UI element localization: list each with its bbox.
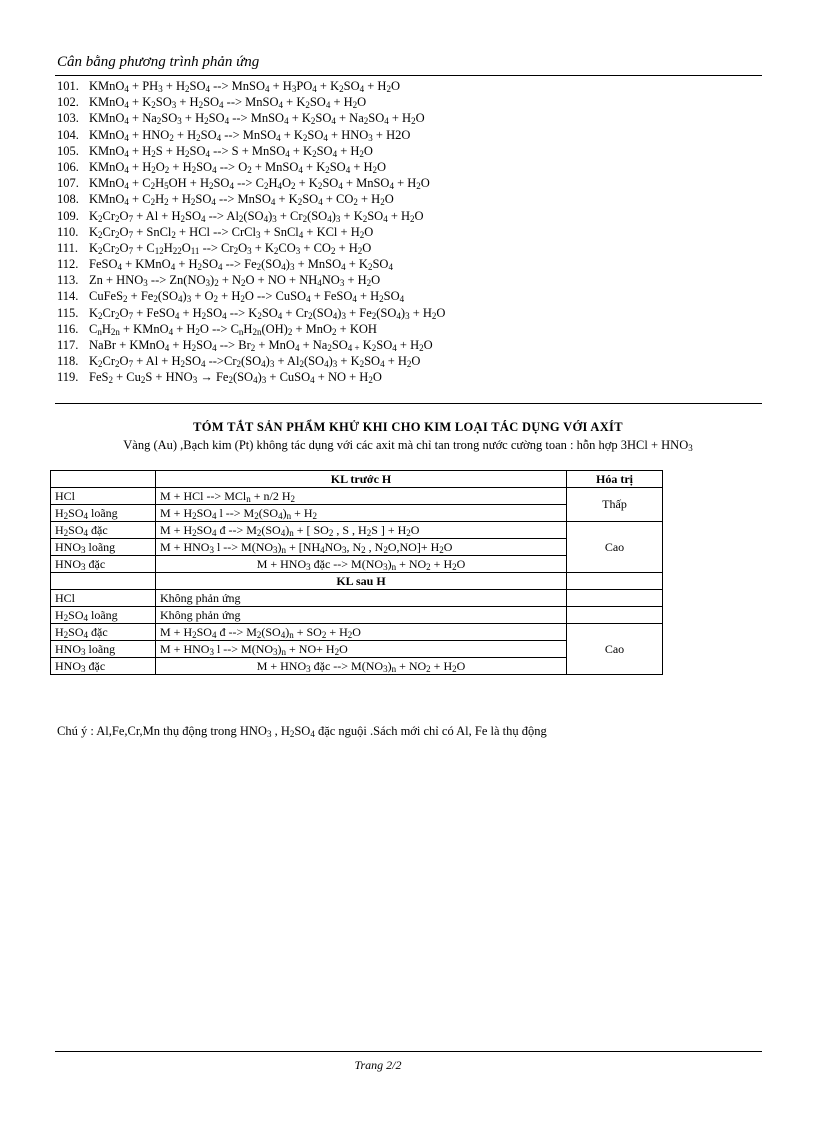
table-header-row bbox=[51, 471, 663, 488]
reaction-cell: $M + HNO_3$ l --> $M(NO_3)_n + [NH_4NO_3$, $N_2$ , $N_2O,NO]+ H_2O$ bbox=[156, 539, 567, 556]
acid-cell: $HNO_3$ loãng bbox=[51, 641, 156, 658]
equation-number: 117. bbox=[57, 338, 79, 352]
reaction-cell: Không phản ứng bbox=[156, 607, 567, 624]
equation-text: NaBr + KMnO$_4$ + $H_2SO_4$ --> $Br_2 + MnO_4 + Na_2SO_{4 +}$ $K_2SO_4 + H_2O$ bbox=[89, 338, 433, 353]
equation-number: 110. bbox=[57, 224, 79, 239]
equation-item bbox=[57, 240, 757, 256]
reduction-products-table bbox=[50, 470, 663, 675]
equation-number: 107. bbox=[57, 176, 79, 191]
equation-number: 103. bbox=[57, 111, 79, 126]
equation-text: KMnO$_4$ + $HNO_2 + H_2SO_4$ --> MnSO$_4$ + $K_2SO_4 + HNO_3 + H2O$ bbox=[89, 127, 411, 143]
summary-title: TÓM TẮT SẢN PHẨM KHỬ KHI CHO KIM LOẠI TÁC DỤNG VỚI AXÍT bbox=[193, 420, 623, 434]
equation-item bbox=[57, 288, 757, 304]
table-row bbox=[51, 624, 663, 641]
table-header-empty bbox=[51, 573, 156, 590]
equation-number: 112. bbox=[57, 257, 79, 272]
header-hoa-tri: Hóa trị bbox=[567, 471, 663, 488]
equation-number: 109. bbox=[57, 208, 79, 223]
equation-list bbox=[57, 78, 757, 386]
equation-number: 108. bbox=[57, 192, 79, 207]
equation-number: 106. bbox=[57, 159, 79, 174]
equation-text: KMnO$_4$ + $Na_2SO_3 + H_2SO_4$ --> MnSO$_4$ + $K_2SO_4 + Na_2SO_4 + H_2O$ bbox=[89, 111, 425, 127]
equation-number: 113. bbox=[57, 273, 79, 288]
equation-text: KMnO$_4$ + $H_2S + H_2SO_4$ --> S + MnSO$_4$ + $K_2SO_4 + H_2O$ bbox=[89, 143, 373, 159]
page-header-title: Cân bằng phương trình phản ứng bbox=[57, 54, 260, 70]
page-number: Trang 2/2 bbox=[354, 1058, 402, 1072]
acid-cell: $H_2SO_4$ loãng bbox=[51, 505, 156, 522]
equation-number: 119. bbox=[57, 370, 79, 385]
equation-text: KMnO$_4$ + $K_2SO_3 + H_2SO_4$ --> MnSO$_4$ + $K_2SO_4 + H_2O$ bbox=[89, 95, 367, 111]
acid-cell: $HNO_3$ đặc bbox=[51, 658, 156, 675]
equation-text: $K_2Cr_2O_7 + C_{12}H_{22}O_{11}$ --> $Cr_2O_3 + K_2CO_3 + CO_2 + H_2O$ bbox=[89, 240, 372, 256]
equation-item bbox=[57, 369, 757, 385]
equation-number: 101. bbox=[57, 79, 79, 93]
header-divider bbox=[55, 75, 762, 76]
equation-item bbox=[57, 94, 757, 110]
equation-item bbox=[57, 127, 757, 143]
section-divider bbox=[55, 403, 762, 404]
equation-text: $K_2Cr_2O_7 + Al + H_2SO_4$ --> $Al_2(SO_4)_3 + Cr_2(SO_4)_3 + K_2SO_4 + H_2O$ bbox=[89, 208, 424, 224]
table-subheader-row bbox=[51, 573, 663, 590]
equation-item bbox=[57, 143, 757, 159]
reaction-cell: $M + HNO_3$ đặc --> $M(NO_3)_n + NO_2 + H_2O$ bbox=[156, 658, 567, 675]
equation-number: 104. bbox=[57, 127, 79, 142]
equation-item bbox=[57, 110, 757, 126]
equation-text: KMnO$_4$ + $C_2H_5OH + H_2SO_4$ --> $C_2H_4O_2 + K_2SO_4$ + MnSO$_4$ + $H_2O$ bbox=[89, 176, 430, 192]
table-row bbox=[51, 590, 663, 607]
equation-text: $FeS_2 + Cu_2S + HNO_3 \to Fe_2(SO_4)_3$ + CuSO$_4$ + NO + $H_2O$ bbox=[89, 370, 382, 386]
equation-text: $Zn + HNO_3$ --> $Zn(NO_3)_2 + N_2O$ + NO + $NH_4NO_3 + H_2O$ bbox=[89, 273, 381, 289]
valence-cell-empty bbox=[567, 573, 663, 590]
equation-number: 105. bbox=[57, 143, 79, 158]
table-row bbox=[51, 488, 663, 505]
equation-item bbox=[57, 337, 757, 353]
equation-item bbox=[57, 175, 757, 191]
reaction-cell: Không phản ứng bbox=[156, 590, 567, 607]
table-row bbox=[51, 522, 663, 539]
summary-note: Vàng (Au) ,Bạch kim (Pt) không tác dụng với các axit mà chỉ tan trong nước cường toan : hỗn hợp $3HCl + HNO_3$ bbox=[123, 438, 693, 453]
equation-item bbox=[57, 272, 757, 288]
equation-item bbox=[57, 224, 757, 240]
reaction-cell: $M + H_2SO_4$ đ --> $M_2(SO_4)_n$ + [ $SO_2$ , S , $H_2S$ ] + $H_2O$ bbox=[156, 522, 567, 539]
equation-number: 116. bbox=[57, 321, 79, 336]
valence-cell-empty bbox=[567, 607, 663, 624]
acid-cell: HCl bbox=[51, 590, 156, 607]
reaction-cell: M + HCl --> MCl$_n$ + n/2 $H_2$ bbox=[156, 488, 567, 505]
acid-cell: $H_2SO_4$ đặc bbox=[51, 522, 156, 539]
table-header-empty bbox=[51, 471, 156, 488]
valence-cell-high: Cao bbox=[567, 522, 663, 573]
equation-text: KMnO$_4$ + $PH_3 + H_2SO_4$ --> MnSO$_4$ + $H_3PO_4 + K_2SO_4 + H_2O$ bbox=[89, 79, 400, 94]
valence-cell-empty bbox=[567, 590, 663, 607]
acid-cell: HCl bbox=[51, 488, 156, 505]
footer-divider bbox=[55, 1051, 762, 1052]
equation-item bbox=[57, 159, 757, 175]
equation-number: 118. bbox=[57, 354, 79, 369]
equation-text: $K_2Cr_2O_7 + Al + H_2SO_4$ $-->Cr_2(SO_4)_3 + Al_2(SO_4)_3 + K_2SO_4 + H_2O$ bbox=[89, 354, 421, 370]
equation-text: KMnO$_4$ + $H_2O_2 + H_2SO_4$ --> $O_2$ + MnSO$_4$ + $K_2SO_4 + H_2O$ bbox=[89, 159, 387, 175]
equation-number: 115. bbox=[57, 305, 79, 320]
equation-text: FeSO$_4$ + KMnO$_4$ + $H_2SO_4$ --> $Fe_2(SO_4)_3$ + MnSO$_4$ + $K_2SO_4$ bbox=[89, 257, 393, 273]
acid-cell: $H_2SO_4$ loãng bbox=[51, 607, 156, 624]
equation-text: CuFeS$_2$ + $Fe_2(SO_4)_3 + O_2 + H_2O$ --> CuSO$_4$ + FeSO$_4$ + $H_2SO_4$ bbox=[89, 289, 405, 305]
acid-cell: $HNO_3$ đặc bbox=[51, 556, 156, 573]
header-kl-sau-h: KL sau H bbox=[156, 573, 567, 590]
acid-cell: $HNO_3$ loãng bbox=[51, 539, 156, 556]
passivation-note: Chú ý : Al,Fe,Cr,Mn thụ động trong $HNO_3$ , $H_2SO_4$ đặc nguội .Sách mới chỉ có Al, Fe là thụ động bbox=[57, 724, 547, 739]
equation-text: $K_2Cr_2O_7$ + FeSO$_4$ + $H_2SO_4$ --> $K_2SO_4 + Cr_2(SO_4)_3 + Fe_2(SO_4)_3 + H_2O$ bbox=[89, 305, 446, 321]
equation-item bbox=[57, 208, 757, 224]
reaction-cell: $M + HNO_3$ l --> $M(NO_3)_n + NO+ H_2O$ bbox=[156, 641, 567, 658]
valence-cell-low: Thấp bbox=[567, 488, 663, 522]
table-row bbox=[51, 607, 663, 624]
equation-item bbox=[57, 353, 757, 369]
equation-item bbox=[57, 256, 757, 272]
equation-item bbox=[57, 305, 757, 321]
reaction-cell: $M + HNO_3$ đặc --> $M(NO_3)_n + NO_2 + H_2O$ bbox=[156, 556, 567, 573]
equation-item bbox=[57, 78, 757, 94]
valence-cell-high: Cao bbox=[567, 624, 663, 675]
equation-number: 114. bbox=[57, 289, 79, 304]
equation-item bbox=[57, 191, 757, 207]
equation-number: 111. bbox=[57, 240, 78, 255]
acid-cell: $H_2SO_4$ đặc bbox=[51, 624, 156, 641]
reaction-cell: $M + H_2SO_4$ l --> $M_2(SO_4)_n + H_2$ bbox=[156, 505, 567, 522]
equation-text: $C_nH_{2n}$ + KMnO$_4$ + $H_2O$ --> $C_nH_{2n}(OH)_2 + MnO_2$ + KOH bbox=[89, 321, 377, 337]
equation-item bbox=[57, 321, 757, 337]
header-kl-truoc-h: KL trước H bbox=[156, 471, 567, 488]
equation-text: $K_2Cr_2O_7$ + SnCl$_2$ + HCl --> CrCl$_3$ + SnCl$_4$ + KCl + $H_2O$ bbox=[89, 224, 374, 240]
equation-text: KMnO$_4$ + $C_2H_2 + H_2SO_4$ --> MnSO$_4$ + $K_2SO_4 + CO_2 + H_2O$ bbox=[89, 192, 394, 208]
reaction-cell: $M + H_2SO_4$ đ --> $M_2(SO_4)_n + SO_2 + H_2O$ bbox=[156, 624, 567, 641]
equation-number: 102. bbox=[57, 95, 79, 110]
